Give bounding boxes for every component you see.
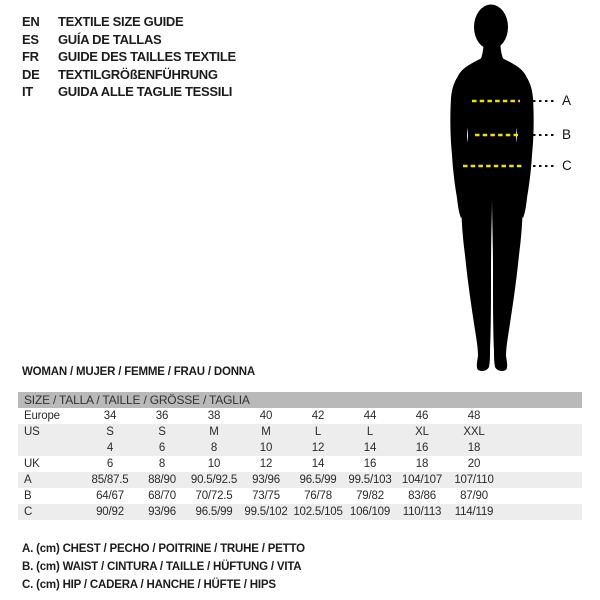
size-cell: S — [158, 426, 166, 438]
size-cell: 83/86 — [408, 490, 436, 502]
size-cell: L — [314, 426, 322, 438]
size-cell: 16 — [415, 442, 429, 454]
table-row — [18, 440, 582, 456]
size-cell: 38 — [207, 410, 221, 422]
spacer-cell — [500, 440, 582, 456]
size-cell: 20 — [467, 458, 481, 470]
size-cell: 93/96 — [252, 474, 280, 486]
language-list — [22, 13, 236, 101]
language-title: GUIDA ALLE TAGLIE TESSILI — [58, 84, 233, 100]
size-cell: S — [106, 426, 114, 438]
size-cell: 68/70 — [148, 490, 176, 502]
table-title: WOMAN / MUJER / FEMME / FRAU / DONNA — [22, 366, 256, 378]
size-cell: 6 — [158, 442, 166, 454]
marker-label-b: B — [562, 127, 572, 142]
marker-label-c: C — [562, 158, 572, 173]
row-label: A — [24, 474, 32, 486]
size-cell: 70/72.5 — [195, 490, 233, 502]
size-cell: 87/90 — [460, 490, 488, 502]
size-cell: 102.5/105 — [293, 506, 343, 518]
size-cell: 90.5/92.5 — [190, 474, 238, 486]
language-title: TEXTILE SIZE GUIDE — [58, 14, 184, 29]
marker-label-a: A — [562, 93, 572, 108]
size-cell: 8 — [158, 458, 166, 470]
spacer-cell — [500, 472, 582, 488]
row-label: Europe — [24, 410, 60, 422]
size-table-header: SIZE / TALLA / TAILLE / GRÖSSE / TAGLIA — [24, 393, 250, 407]
size-cell: 96.5/99 — [299, 474, 337, 486]
size-cell: 46 — [415, 410, 429, 422]
row-label: C — [24, 506, 33, 518]
size-table — [18, 392, 582, 520]
size-cell: 104/107 — [401, 474, 443, 486]
size-cell: L — [366, 426, 374, 438]
size-cell: 4 — [106, 442, 114, 454]
size-cell: 107/110 — [454, 474, 494, 486]
spacer-cell — [500, 408, 582, 424]
right-leg-shape — [492, 168, 523, 371]
size-cell: XXL — [463, 426, 485, 438]
size-cell: 36 — [155, 410, 169, 422]
size-cell: 106/109 — [349, 506, 391, 518]
size-cell: 14 — [363, 442, 377, 454]
language-row — [22, 83, 236, 101]
size-cell: 96.5/99 — [195, 506, 233, 518]
size-cell: M — [261, 426, 271, 438]
woman-silhouette — [430, 0, 600, 382]
size-cell: 18 — [467, 442, 481, 454]
spacer-cell — [500, 424, 582, 440]
row-label: UK — [24, 458, 40, 470]
size-cell: 76/78 — [304, 490, 332, 502]
size-cell: 99.5/102 — [244, 506, 288, 518]
size-cell: 16 — [363, 458, 377, 470]
language-code: EN — [22, 14, 40, 29]
row-label — [18, 440, 84, 456]
language-row — [22, 66, 236, 84]
language-row — [22, 31, 236, 49]
size-cell: 18 — [415, 458, 429, 470]
size-cell: 93/96 — [148, 506, 176, 518]
left-leg-shape — [461, 168, 492, 371]
size-cell: 10 — [259, 442, 273, 454]
spacer-cell — [500, 504, 582, 520]
size-cell: 73/75 — [252, 490, 280, 502]
table-row — [18, 488, 582, 504]
measurement-legend — [22, 540, 305, 594]
language-code: FR — [22, 49, 39, 65]
spacer-cell — [500, 456, 582, 472]
table-row — [18, 456, 582, 472]
size-cell: 42 — [311, 410, 325, 422]
size-cell: 85/87.5 — [91, 474, 129, 486]
row-label: B — [24, 490, 32, 502]
table-row — [18, 424, 582, 440]
size-cell: 14 — [311, 458, 325, 470]
size-cell: 12 — [311, 442, 325, 454]
size-cell: 10 — [207, 458, 221, 470]
size-cell: 44 — [363, 410, 377, 422]
language-title: TEXTILGRÖßENFÜHRUNG — [58, 66, 218, 82]
row-label: US — [24, 426, 40, 438]
silhouette-shape — [450, 5, 533, 372]
spacer-cell — [500, 488, 582, 504]
size-cell: 40 — [259, 410, 273, 422]
size-cell: 12 — [259, 458, 273, 470]
size-cell: 79/82 — [356, 490, 384, 502]
size-cell: 114/119 — [454, 506, 494, 518]
table-row — [18, 472, 582, 488]
size-cell: 110/113 — [402, 506, 442, 518]
language-code: DE — [22, 66, 40, 82]
size-cell: 90/92 — [96, 506, 124, 518]
size-cell: 34 — [103, 410, 117, 422]
legend-line: A. (cm) CHEST / PECHO / POITRINE / TRUHE / PETTO — [22, 543, 305, 555]
legend-line: C. (cm) HIP / CADERA / HANCHE / HÜFTE / HIPS — [22, 579, 276, 591]
size-cell: M — [209, 426, 219, 438]
size-cell: 88/90 — [148, 474, 176, 486]
language-code: ES — [22, 31, 39, 47]
size-cell: 8 — [210, 442, 218, 454]
language-title: GUÍA DE TALLAS — [58, 31, 162, 47]
size-cell: XL — [415, 426, 429, 438]
language-row — [22, 13, 236, 31]
legend-line: B. (cm) WAIST / CINTURA / TAILLE / HÜFTUNG / VITA — [22, 561, 302, 573]
size-cell: 6 — [106, 458, 114, 470]
size-figure — [430, 0, 600, 382]
size-table-header-row — [18, 392, 582, 408]
table-row — [18, 504, 582, 520]
size-cell: 99.5/103 — [348, 474, 392, 486]
size-cell: 64/67 — [96, 490, 124, 502]
language-row — [22, 48, 236, 66]
table-row — [18, 408, 582, 424]
language-title: GUIDE DES TAILLES TEXTILE — [58, 49, 236, 65]
size-cell: 48 — [467, 410, 481, 422]
language-code: IT — [22, 84, 33, 100]
